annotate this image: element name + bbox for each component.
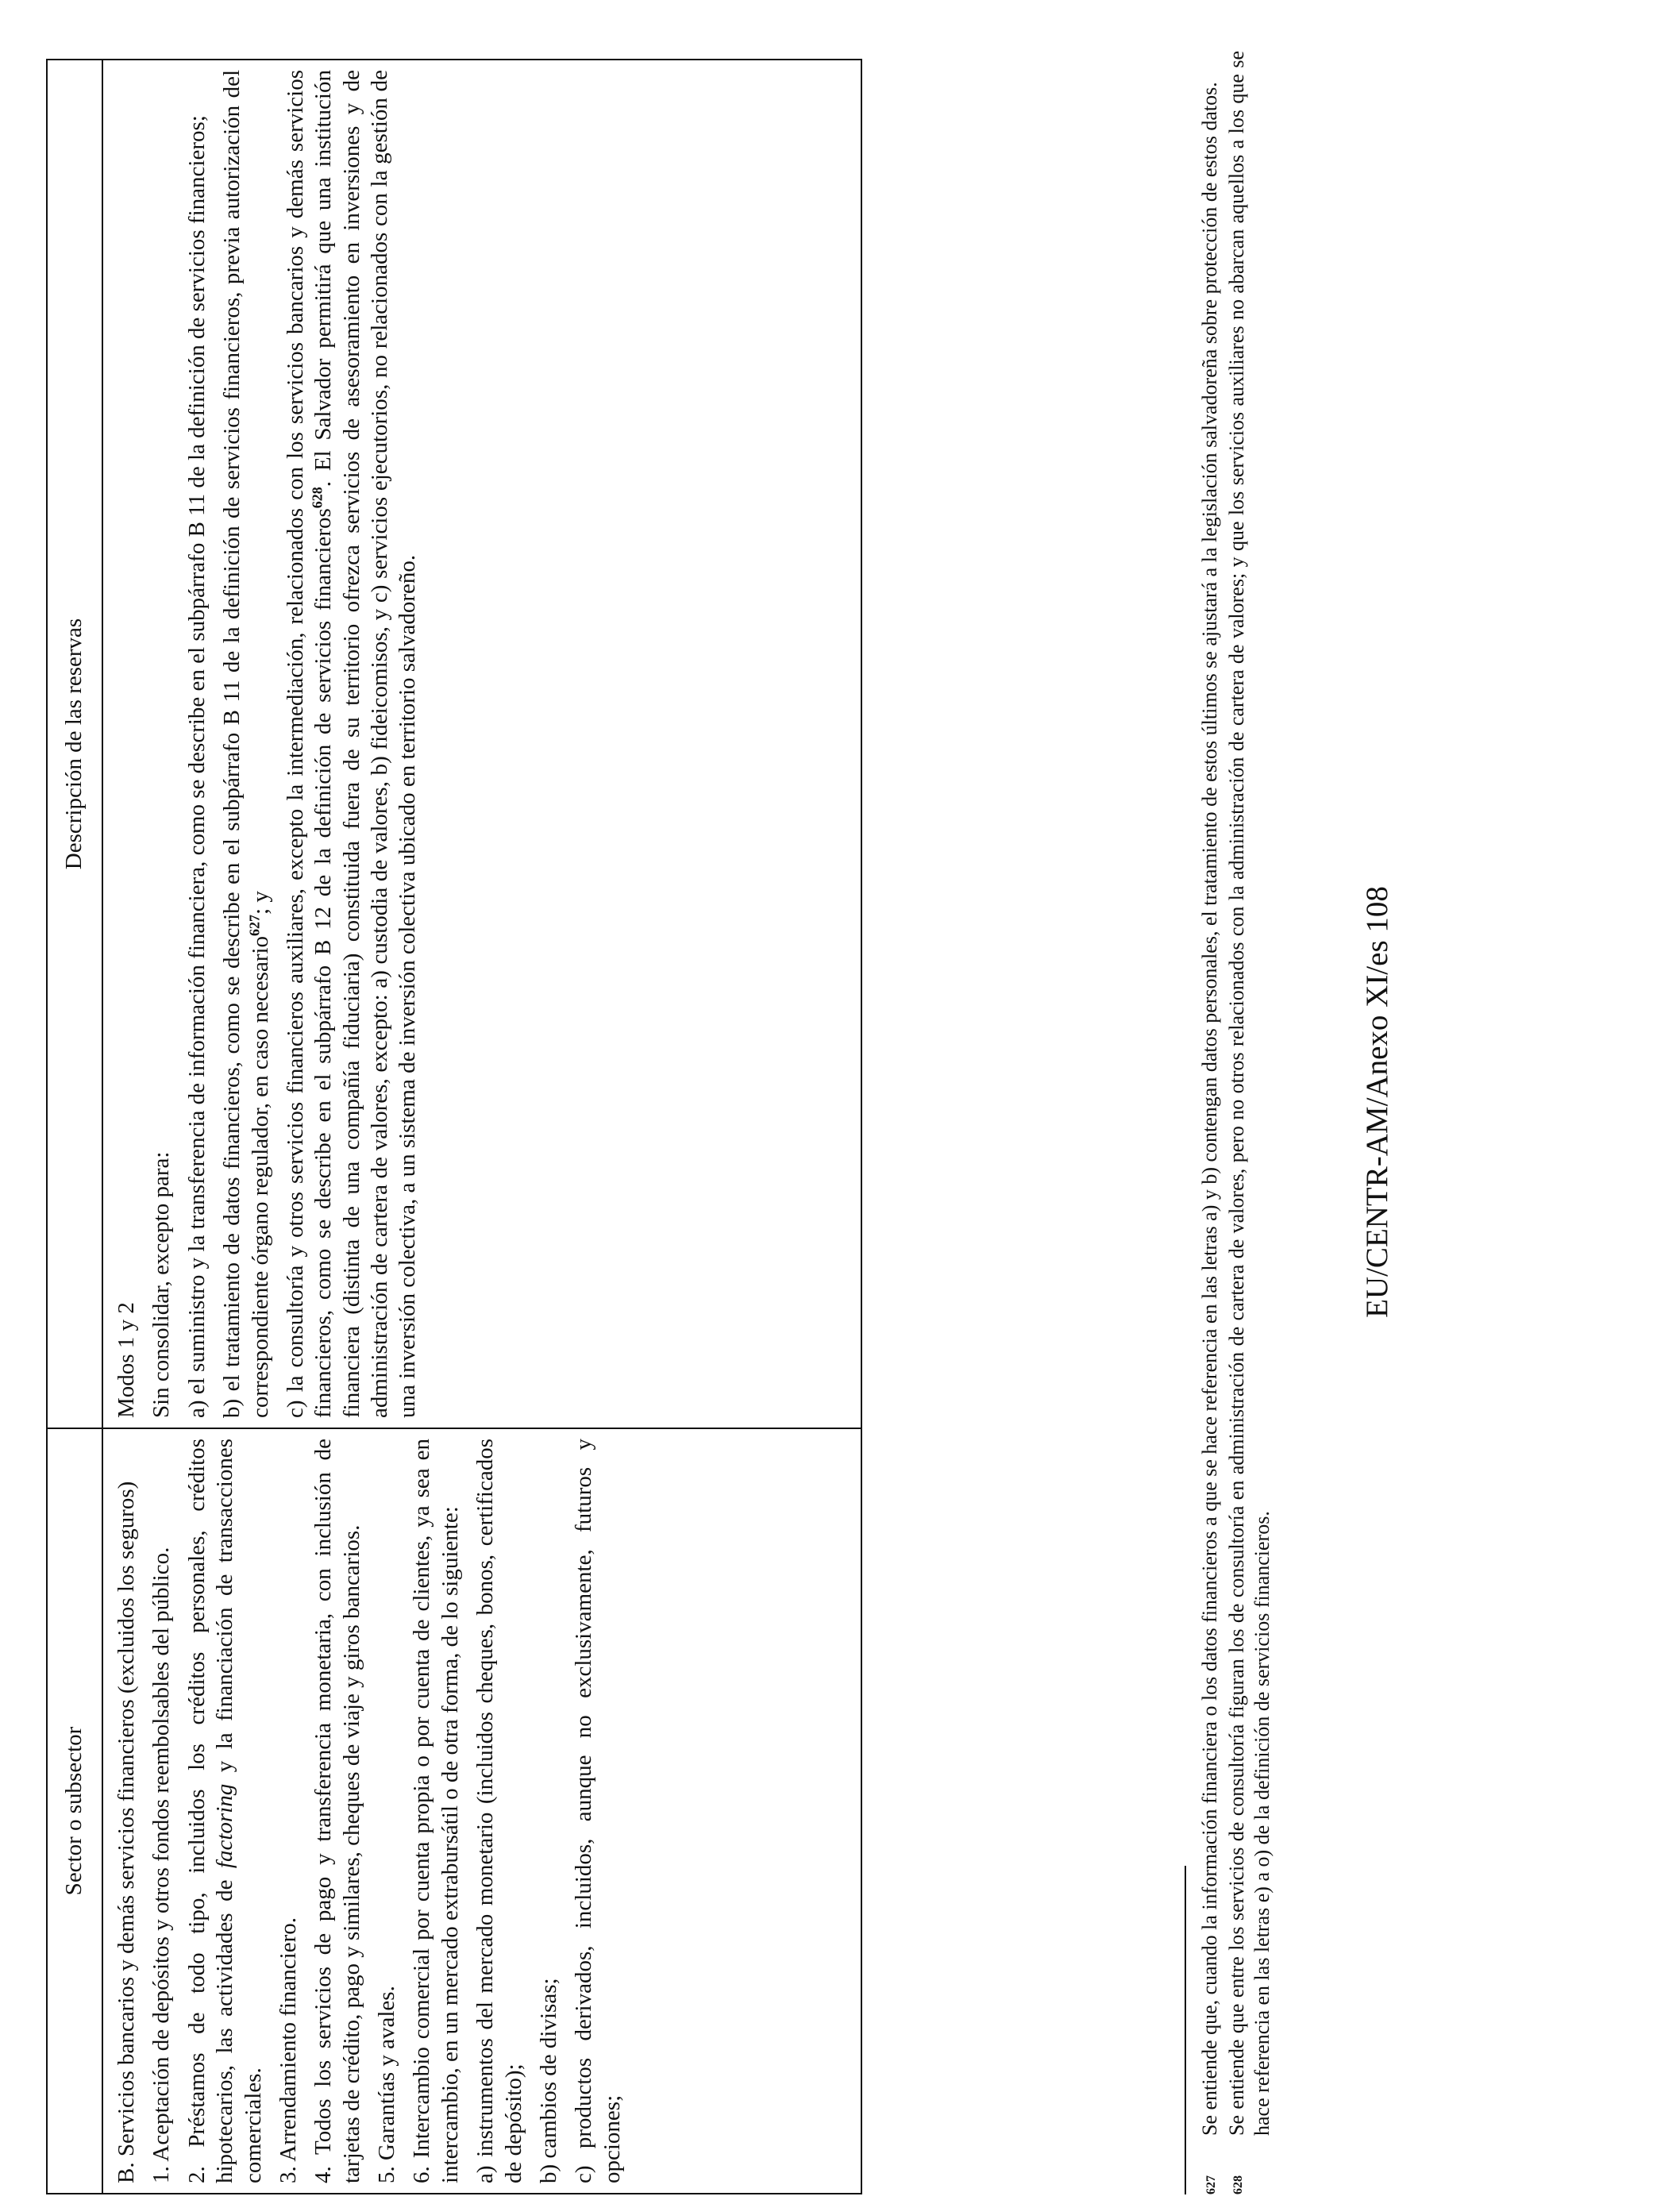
footnote-ref-627: 627	[245, 914, 262, 936]
modos-text: Modos 1 y 2	[114, 1302, 139, 1418]
sector-item-2-italic: factoring	[212, 1783, 238, 1869]
reserva-item-b-end: ; y	[247, 891, 273, 915]
reserva-item-c-end: . El Salvador permitirá que una institución financiera (distinta de una compañía fiduciaria) constituida fuera de su territorio ofrezca servicios de asesoramiento en inversiones y de administración de cartera de valores, excepto: a) custodia de valores, b) fideicomisos, y c) servicios ejecutorios, no relacionados con la gestión de una inversión colectiva, a un sistema de inversión colectiva ubicado en territorio salvadoreño.	[310, 70, 421, 1418]
header-descripcion: Descripción de las reservas	[47, 60, 102, 1428]
sector-item-2-text-end: y la financiación de transacciones comerciales.	[212, 1439, 266, 2183]
footnote-number: 627	[1204, 2175, 1218, 2194]
footnote-number: 628	[1231, 2175, 1246, 2194]
sector-item	[183, 1439, 268, 2183]
sector-item: 3. Arrendamiento financiero.	[275, 1917, 301, 2183]
document-reference: EU/CENTR-AM/Anexo XI/es 108	[1360, 886, 1394, 1318]
sector-item-2-text: 2. Préstamos de todo tipo, incluidos los créditos personales, créditos hipotecarios, las actividades de	[183, 1439, 238, 2183]
table-header-row	[47, 60, 102, 2194]
reservations-table	[46, 59, 862, 2194]
footnotes	[1197, 51, 1277, 2194]
sector-item: 6. Intercambio comercial por cuenta propia o por cuenta de clientes, ya sea en intercambio, en un mercado extrabursátil o de otra forma, de lo siguiente:	[409, 1439, 463, 2183]
table-row	[102, 60, 861, 2194]
reserva-item-b-text: b) el tratamiento de datos financieros, como se describe en el subpárrafo B 11 de la definición de servicios financieros, previa autorización del correspondiente órgano regulador, en caso necesario	[219, 70, 273, 1418]
footnote	[1197, 51, 1223, 2194]
descripcion-cell	[102, 60, 861, 1428]
sector-item: a) instrumentos del mercado monetario (incluidos cheques, bonos, certificados de depósito);	[472, 1439, 526, 2183]
footnote-separator	[1185, 1866, 1186, 2194]
reserva-item-a: a) el suministro y la transferencia de información financiera, como se describe en el subpárrafo B 11 de la definición de servicios financieros;	[183, 115, 210, 1418]
header-sector: Sector o subsector	[47, 1428, 102, 2194]
sector-item: c) productos derivados, incluidos, aunque no exclusivamente, futuros y opciones;	[571, 1439, 625, 2183]
sin-consolidar-text: Sin consolidar, excepto para:	[148, 1151, 175, 1418]
footnote-text: Se entiende que entre los servicios de consultoría figuran los de consultoría en administración de cartera de valores, pero no otros relacionados con la administración de cartera de valores; y que los servicios auxiliares no abarcan aquellos a los que se hace referencia en las letras e) a o) de la definición de servicios financieros.	[1225, 51, 1274, 2136]
sector-item: b) cambios de divisas;	[535, 1978, 561, 2183]
sector-item: 4. Todos los servicios de pago y transferencia monetaria, con inclusión de tarjetas de crédito, pago y similares, cheques de viaje y giros bancarios.	[310, 1439, 364, 2183]
footnote-text: Se entiende que, cuando la información financiera o los datos financieros a que se hace referencia en las letras a) y b) contengan datos personales, el tratamiento de estos últimos se ajustará a la legislación salvadoreña sobre protección de estos datos.	[1198, 82, 1221, 2136]
footnote-ref-628: 628	[309, 487, 326, 509]
sector-item: B. Servicios bancarios y demás servicios financieros (excluidos los seguros)	[114, 1481, 139, 2183]
footnote	[1224, 51, 1275, 2194]
reserva-item-c	[282, 70, 422, 1418]
reserva-item-b	[218, 70, 275, 1418]
sector-item: 5. Garantías y avales.	[374, 1986, 399, 2183]
sector-item: 1. Aceptación de depósitos y otros fondos reembolsables del público.	[148, 1547, 175, 2183]
reserva-item-c-text: c) la consultoría y otros servicios financieros auxiliares, excepto la intermediación, relacionados con los servicios bancarios y demás servicios financieros, como se describe en el subpárrafo B 12 de la definición de servicios financieros	[282, 70, 337, 1418]
sector-cell	[102, 1428, 861, 2194]
